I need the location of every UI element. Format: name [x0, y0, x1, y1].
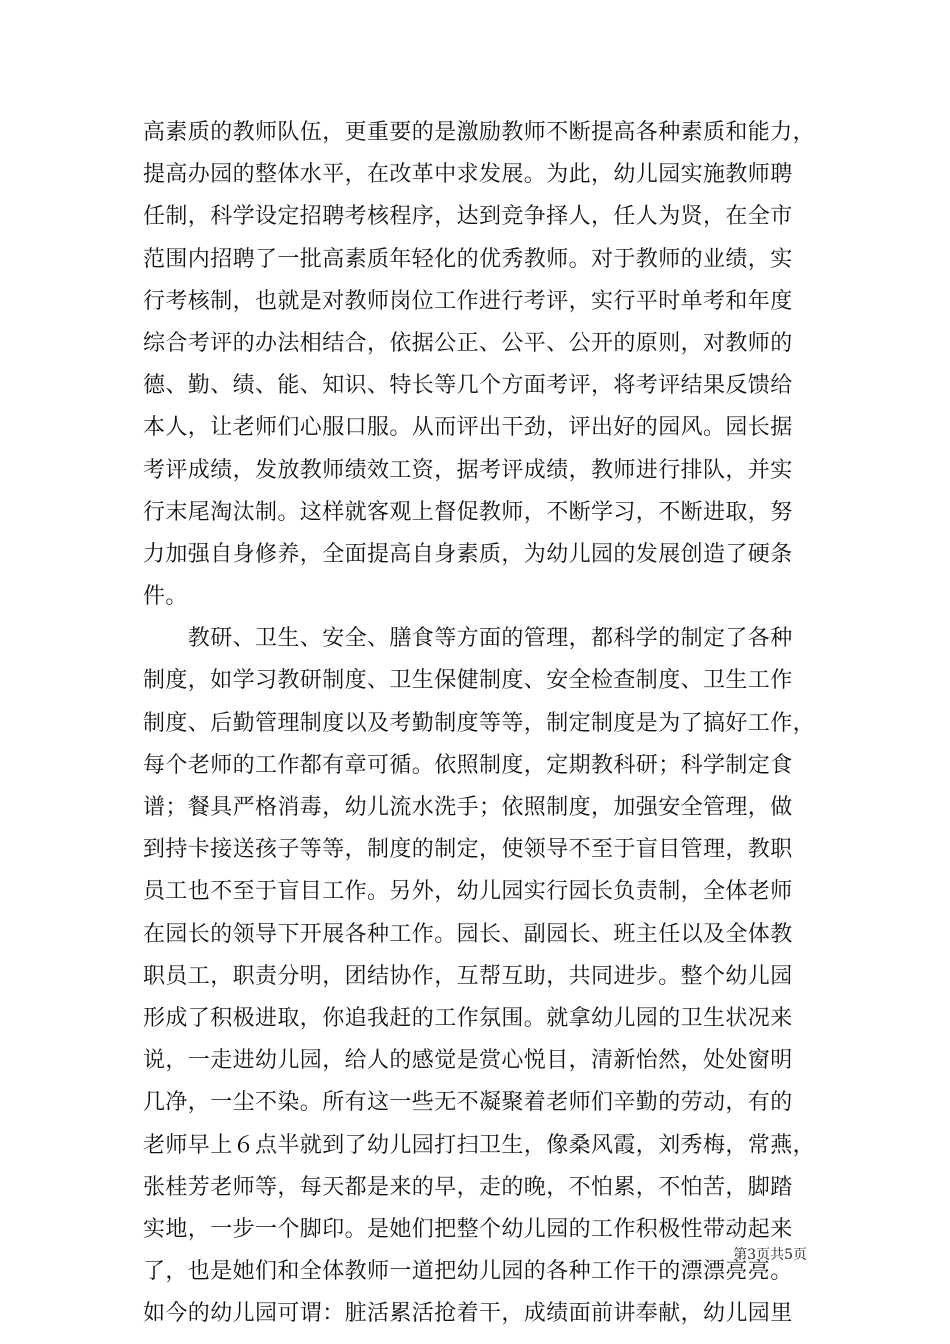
- body-text: [143, 112, 816, 1335]
- text-line: 德、勤、绩、能、知识、特长等几个方面考评，将考评结果反馈给: [143, 373, 793, 399]
- text-line: 形成了积极进取，你追我赶的工作氛围。就拿幼儿园的卫生状况来: [143, 1005, 793, 1031]
- text-line: 几净，一尘不染。所有这一些无不凝聚着老师们辛勤的劳动，有的: [143, 1090, 793, 1116]
- text-line: 如今的幼儿园可谓：脏活累活抢着干，成绩面前讲奉献，幼儿园里: [143, 1301, 793, 1327]
- text-line: 老师早上６点半就到了幼儿园打扫卫生，像桑风霞，刘秀梅，常燕，: [143, 1132, 816, 1158]
- text-line: 任制，科学设定招聘考核程序，达到竞争择人，任人为贤，在全市: [143, 204, 793, 230]
- text-line: 说，一走进幼儿园，给人的感觉是赏心悦目，清新怡然，处处窗明: [143, 1048, 793, 1074]
- page-number-footer: 第3页共5页: [733, 1247, 807, 1263]
- text-line: 在园长的领导下开展各种工作。园长、副园长、班主任以及全体教: [143, 921, 793, 947]
- text-line: 考评成绩，发放教师绩效工资，据考评成绩，教师进行排队，并实: [143, 457, 793, 483]
- text-line: 本人，让老师们心服口服。从而评出干劲，评出好的园风。园长据: [143, 415, 793, 441]
- text-line: 行末尾淘汰制。这样就客观上督促教师，不断学习，不断进取，努: [143, 499, 793, 525]
- text-line: 张桂芳老师等，每天都是来的早，走的晚，不怕累，不怕苦，脚踏: [143, 1174, 793, 1200]
- text-line: 了，也是她们和全体教师一道把幼儿园的各种工作干的漂漂亮亮。: [143, 1259, 793, 1285]
- text-line: 提高办园的整体水平，在改革中求发展。为此，幼儿园实施教师聘: [143, 162, 793, 188]
- text-line: 职员工，职责分明，团结协作，互帮互助，共同进步。整个幼儿园: [143, 963, 793, 989]
- text-line: 力加强自身修养，全面提高自身素质，为幼儿园的发展创造了硬条: [143, 541, 793, 567]
- text-line: 高素质的教师队伍，更重要的是激励教师不断提高各种素质和能力，: [143, 120, 816, 145]
- text-line: 制度，如学习教研制度、卫生保健制度、安全检查制度、卫生工作: [143, 668, 793, 694]
- text-line: 制度、后勤管理制度以及考勤制度等等，制定制度是为了搞好工作，: [143, 710, 816, 736]
- text-line: 员工也不至于盲目工作。另外，幼儿园实行园长负责制，全体老师: [143, 879, 793, 905]
- text-line: 谱；餐具严格消毒，幼儿流水洗手；依照制度，加强安全管理，做: [143, 795, 793, 820]
- text-line: 每个老师的工作都有章可循。依照制度，定期教科研；科学制定食: [143, 752, 793, 778]
- text-line: 行考核制，也就是对教师岗位工作进行考评，实行平时单考和年度: [143, 288, 793, 314]
- text-line: 件。: [143, 584, 188, 610]
- text-line: 实地，一步一个脚印。是她们把整个幼儿园的工作积极性带动起来: [143, 1216, 793, 1242]
- text-line: 综合考评的办法相结合，依据公正、公平、公开的原则，对教师的: [143, 330, 793, 356]
- text-line: 范围内招聘了一批高素质年轻化的优秀教师。对于教师的业绩，实: [143, 246, 793, 272]
- text-line: 教研、卫生、安全、膳食等方面的管理，都科学的制定了各种: [143, 626, 793, 652]
- text-line: 到持卡接送孩子等等，制度的制定，使领导不至于盲目管理，教职: [143, 837, 793, 863]
